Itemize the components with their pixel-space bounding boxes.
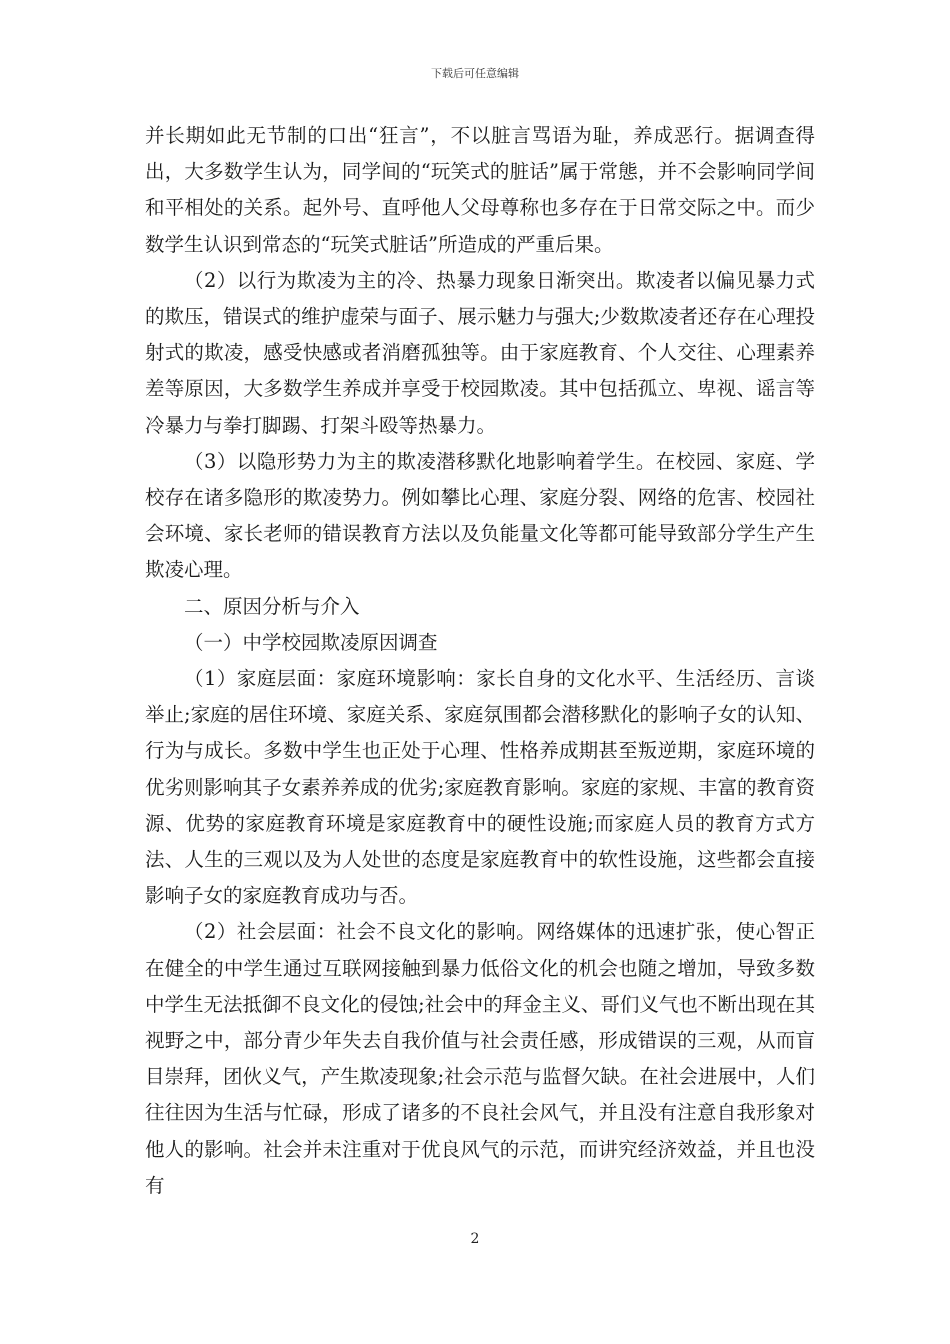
subsection-heading-cause-survey: （一）中学校园欺凌原因调查 bbox=[184, 630, 438, 654]
paragraph-continuation: 并长期如此无节制的口出“狂言”，不以脏言骂语为耻，养成恶行。据调查得出，大多数学生认为，同学间的“玩笑式的脏话”属于常態，并不会影响同学间和平相处的关系。起外号、直呼他人父母尊称也多存在于日常交际之中。而少数学生认识到常态的“玩笑式脏话”所造成的严重后果。 bbox=[145, 124, 815, 256]
paragraph-society-level: （2）社会层面：社会不良文化的影响。网络媒体的迅速扩张，使心智正在健全的中学生通过互联网接触到暴力低俗文化的机会也随之增加，导致多数中学生无法抵御不良文化的侵蚀;社会中的拜金主义、哥们义气也不断出现在其视野之中，部分青少年失去自我价值与社会责任感，形成错误的三观，从而盲目崇拜，团伙义气，产生欺凌现象;社会示范与监督欠缺。在社会进展中，人们往往因为生活与忙碌，形成了诸多的不良社会风气，并且没有注意自我形象对他人的影响。社会并未注重对于优良风气的示范，而讲究经济效益，并且也没有 bbox=[145, 920, 815, 1197]
paragraph-verbal-bullying-item-2: （2）以行为欺凌为主的冷、热暴力现象日渐突出。欺凌者以偏见暴力式的欺压，错误式的维护虚荣与面子、展示魅力与强大;少数欺凌者还存在心理投射式的欺凌，感受快感或者消磨孤独等。由于家庭教育、个人交往、心理素养差等原因，大多数学生养成并享受于校园欺凌。其中包括孤立、卑视、谣言等冷暴力与拳打脚踢、打架斗殴等热暴力。 bbox=[145, 268, 815, 437]
document-body bbox=[145, 118, 815, 1204]
paragraph-family-level: （1）家庭层面：家庭环境影响：家长自身的文化水平、生活经历、言谈举止;家庭的居住环境、家庭关系、家庭氛围都会潜移默化的影响子女的认知、行为与成长。多数中学生也正处于心理、性格养成期甚至叛逆期，家庭环境的优劣则影响其子女素养养成的优劣;家庭教育影响。家庭的家规、丰富的教育资源、优势的家庭教育环境是家庭教育中的硬性设施;而家庭人员的教育方式方法、人生的三观以及为人处世的态度是家庭教育中的软性设施，这些都会直接影响子女的家庭教育成功与否。 bbox=[145, 667, 815, 908]
page-header-note: 下载后可任意编辑 bbox=[431, 67, 519, 80]
section-heading-cause-analysis: 二、原因分析与介入 bbox=[184, 594, 360, 618]
page-number: 2 bbox=[470, 1231, 480, 1247]
paragraph-hidden-forces-item-3: （3）以隐形势力为主的欺凌潜移默化地影响着学生。在校园、家庭、学校存在诸多隐形的欺凌势力。例如攀比心理、家庭分裂、网络的危害、校园社会环境、家长老师的错误教育方法以及负能量文化等都可能导致部分学生产生欺凌心理。 bbox=[145, 449, 815, 582]
